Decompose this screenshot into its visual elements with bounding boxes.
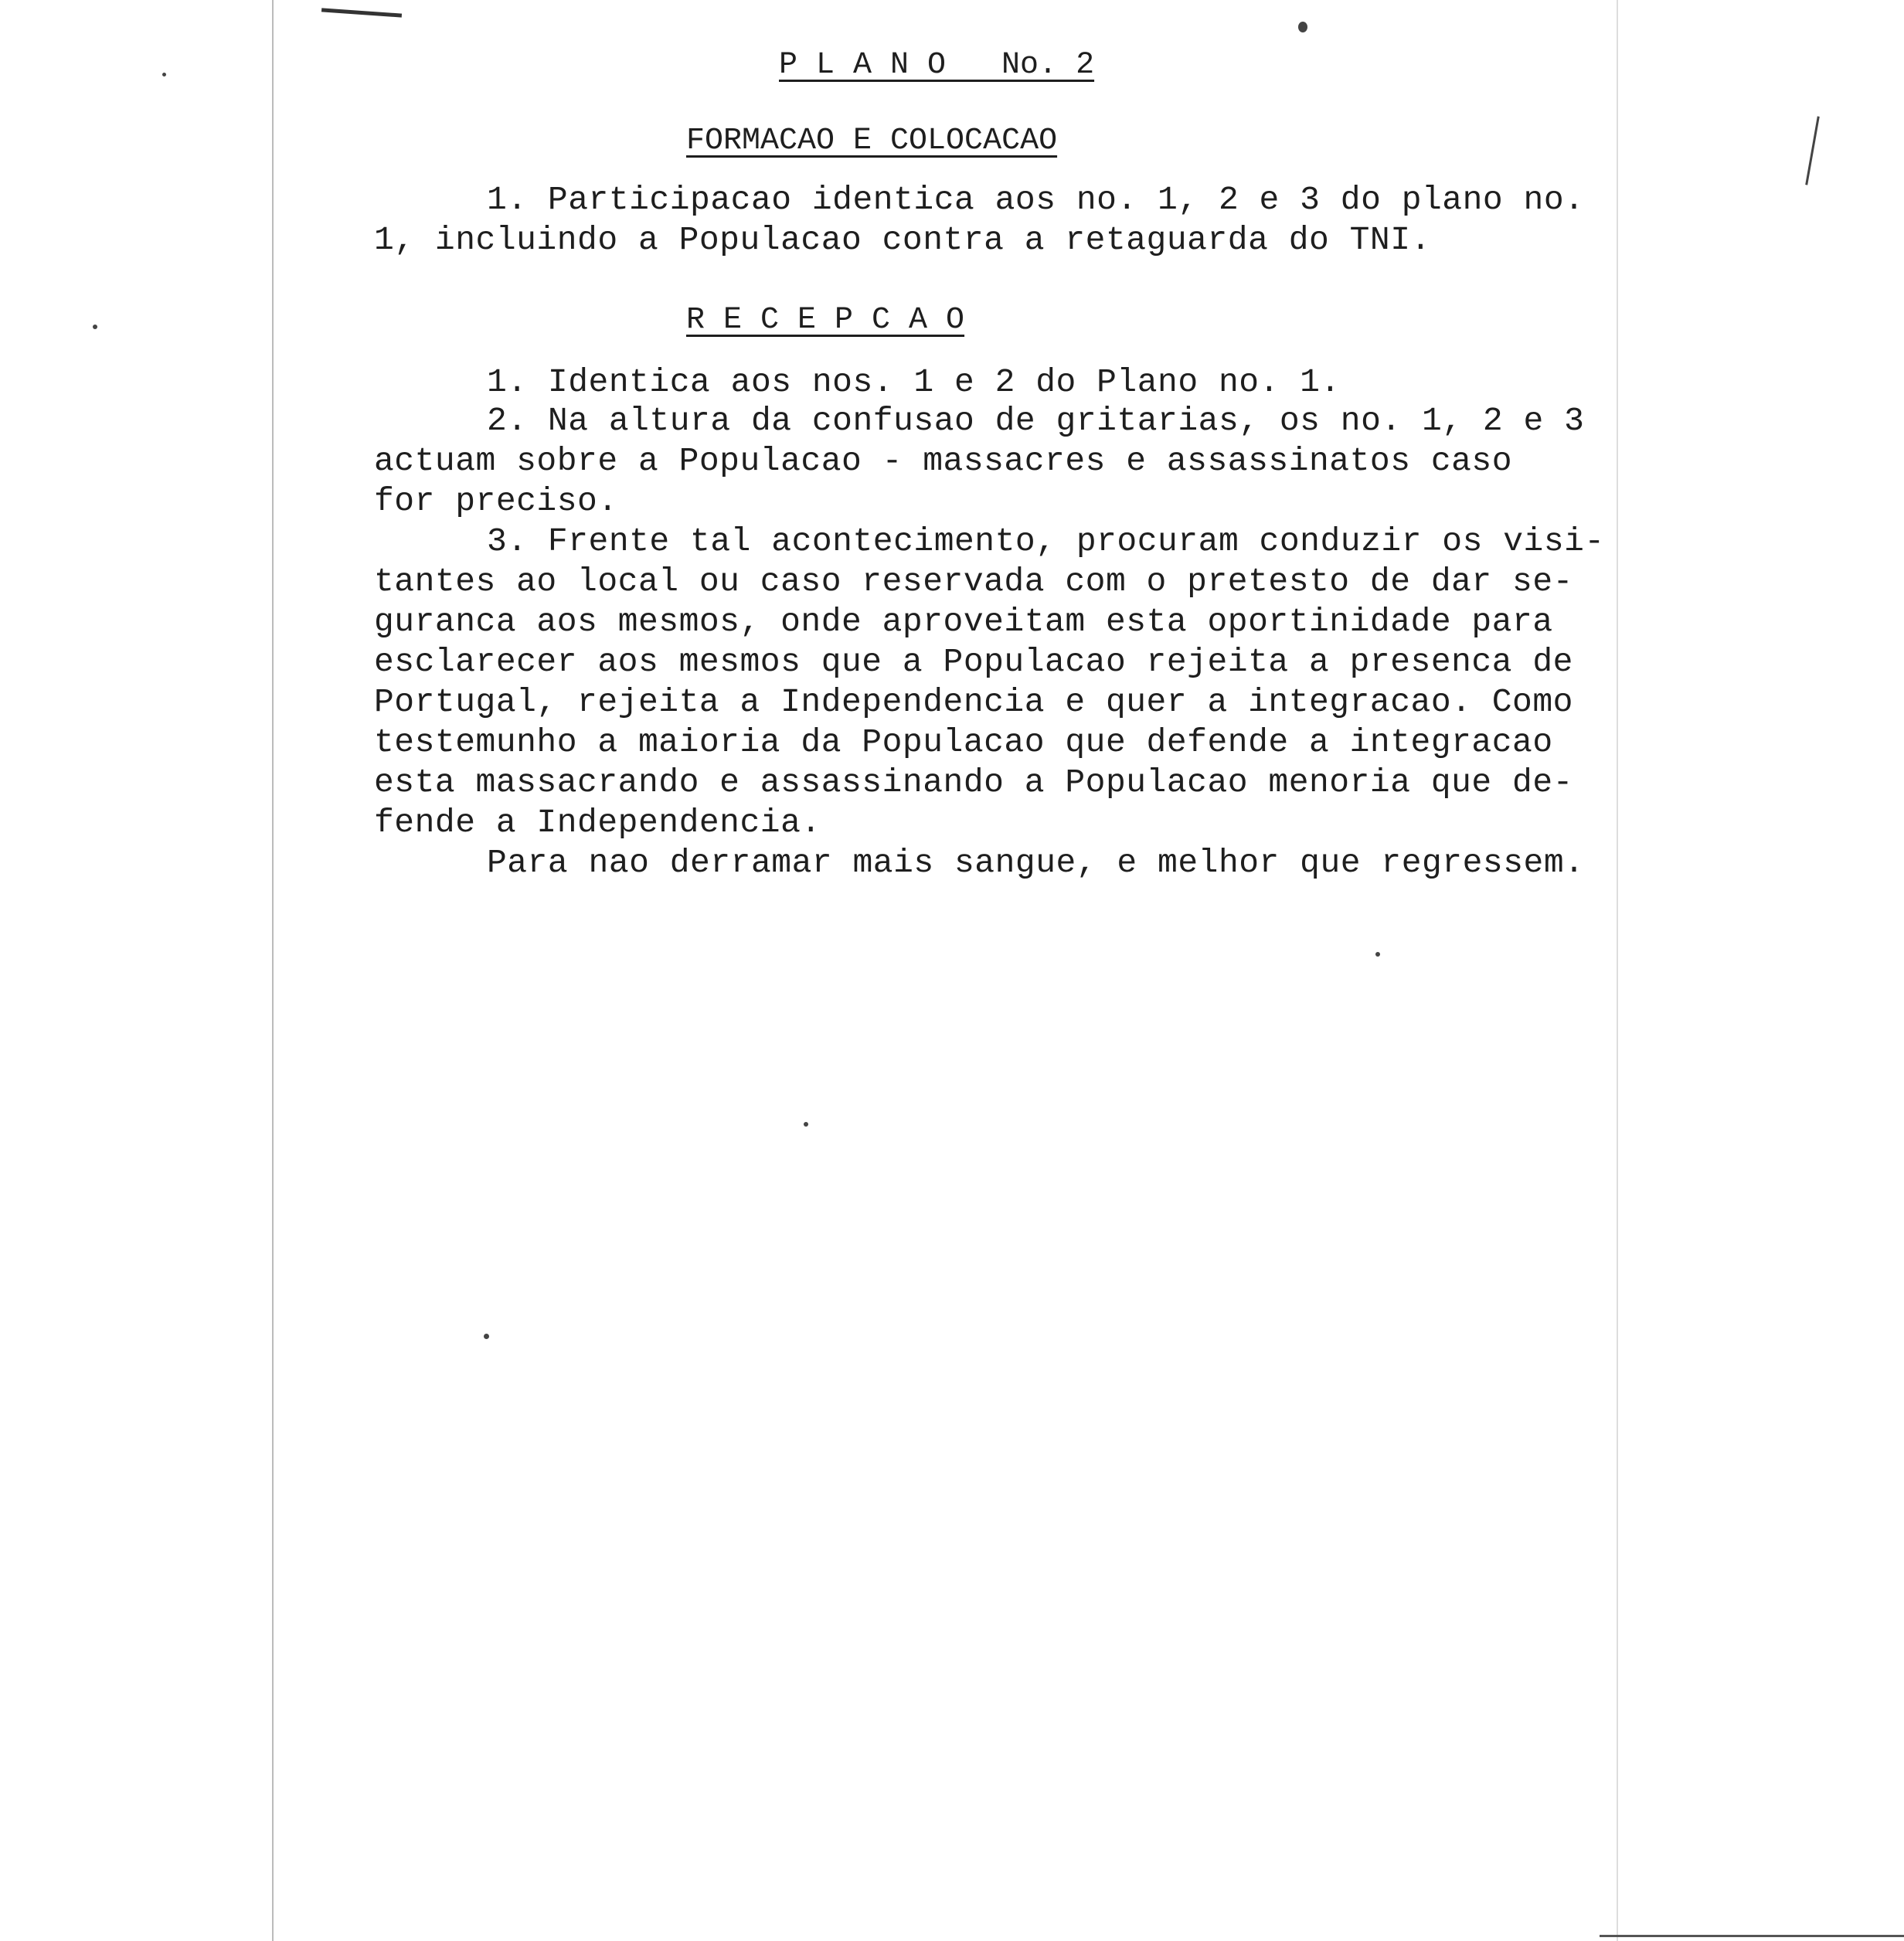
scan-speck (1375, 952, 1380, 957)
body-line: 3. Frente tal acontecimento, procuram conduzir os visi- (487, 522, 1605, 560)
body-line: Portugal, rejeita a Independencia e quer a integracao. Como (374, 683, 1573, 721)
scan-speck (484, 1334, 489, 1339)
scan-margin-line-right (1617, 0, 1618, 1941)
body-line: testemunho a maioria da Populacao que defende a integracao (374, 723, 1553, 761)
section-heading-recepcao: R E C E P C A O (686, 303, 965, 338)
body-line: 1, incluindo a Populacao contra a retaguarda do TNI. (374, 221, 1431, 259)
scan-speck (162, 73, 166, 76)
body-line: 1. Participacao identica aos no. 1, 2 e 3 do plano no. (487, 181, 1585, 219)
scan-squiggle (1805, 116, 1820, 185)
body-line: Para nao derramar mais sangue, e melhor que regressem. (487, 844, 1585, 882)
scan-speck (804, 1122, 808, 1127)
body-line: for preciso. (374, 482, 618, 520)
document-title: P L A N O No. 2 (779, 48, 1095, 83)
body-line: fende a Independencia. (374, 804, 821, 841)
section-heading-formacao: FORMACAO E COLOCACAO (686, 124, 1058, 158)
scan-bottom-line (1600, 1935, 1904, 1937)
scan-speck (93, 325, 97, 329)
body-line: guranca aos mesmos, onde aproveitam esta oportinidade para (374, 603, 1553, 641)
body-line: 1. Identica aos nos. 1 e 2 do Plano no. 1. (487, 363, 1341, 401)
body-line: esclarecer aos mesmos que a Populacao rejeita a presenca de (374, 643, 1573, 681)
scan-mark-top (321, 8, 402, 17)
body-line: esta massacrando e assassinando a Populacao menoria que de- (374, 763, 1573, 801)
scan-margin-line-left (272, 0, 274, 1941)
body-line: tantes ao local ou caso reservada com o pretesto de dar se- (374, 563, 1573, 600)
body-line: actuam sobre a Populacao - massacres e assassinatos caso (374, 442, 1513, 480)
scan-speck (1298, 22, 1307, 32)
body-line: 2. Na altura da confusao de gritarias, os no. 1, 2 e 3 (487, 402, 1585, 440)
